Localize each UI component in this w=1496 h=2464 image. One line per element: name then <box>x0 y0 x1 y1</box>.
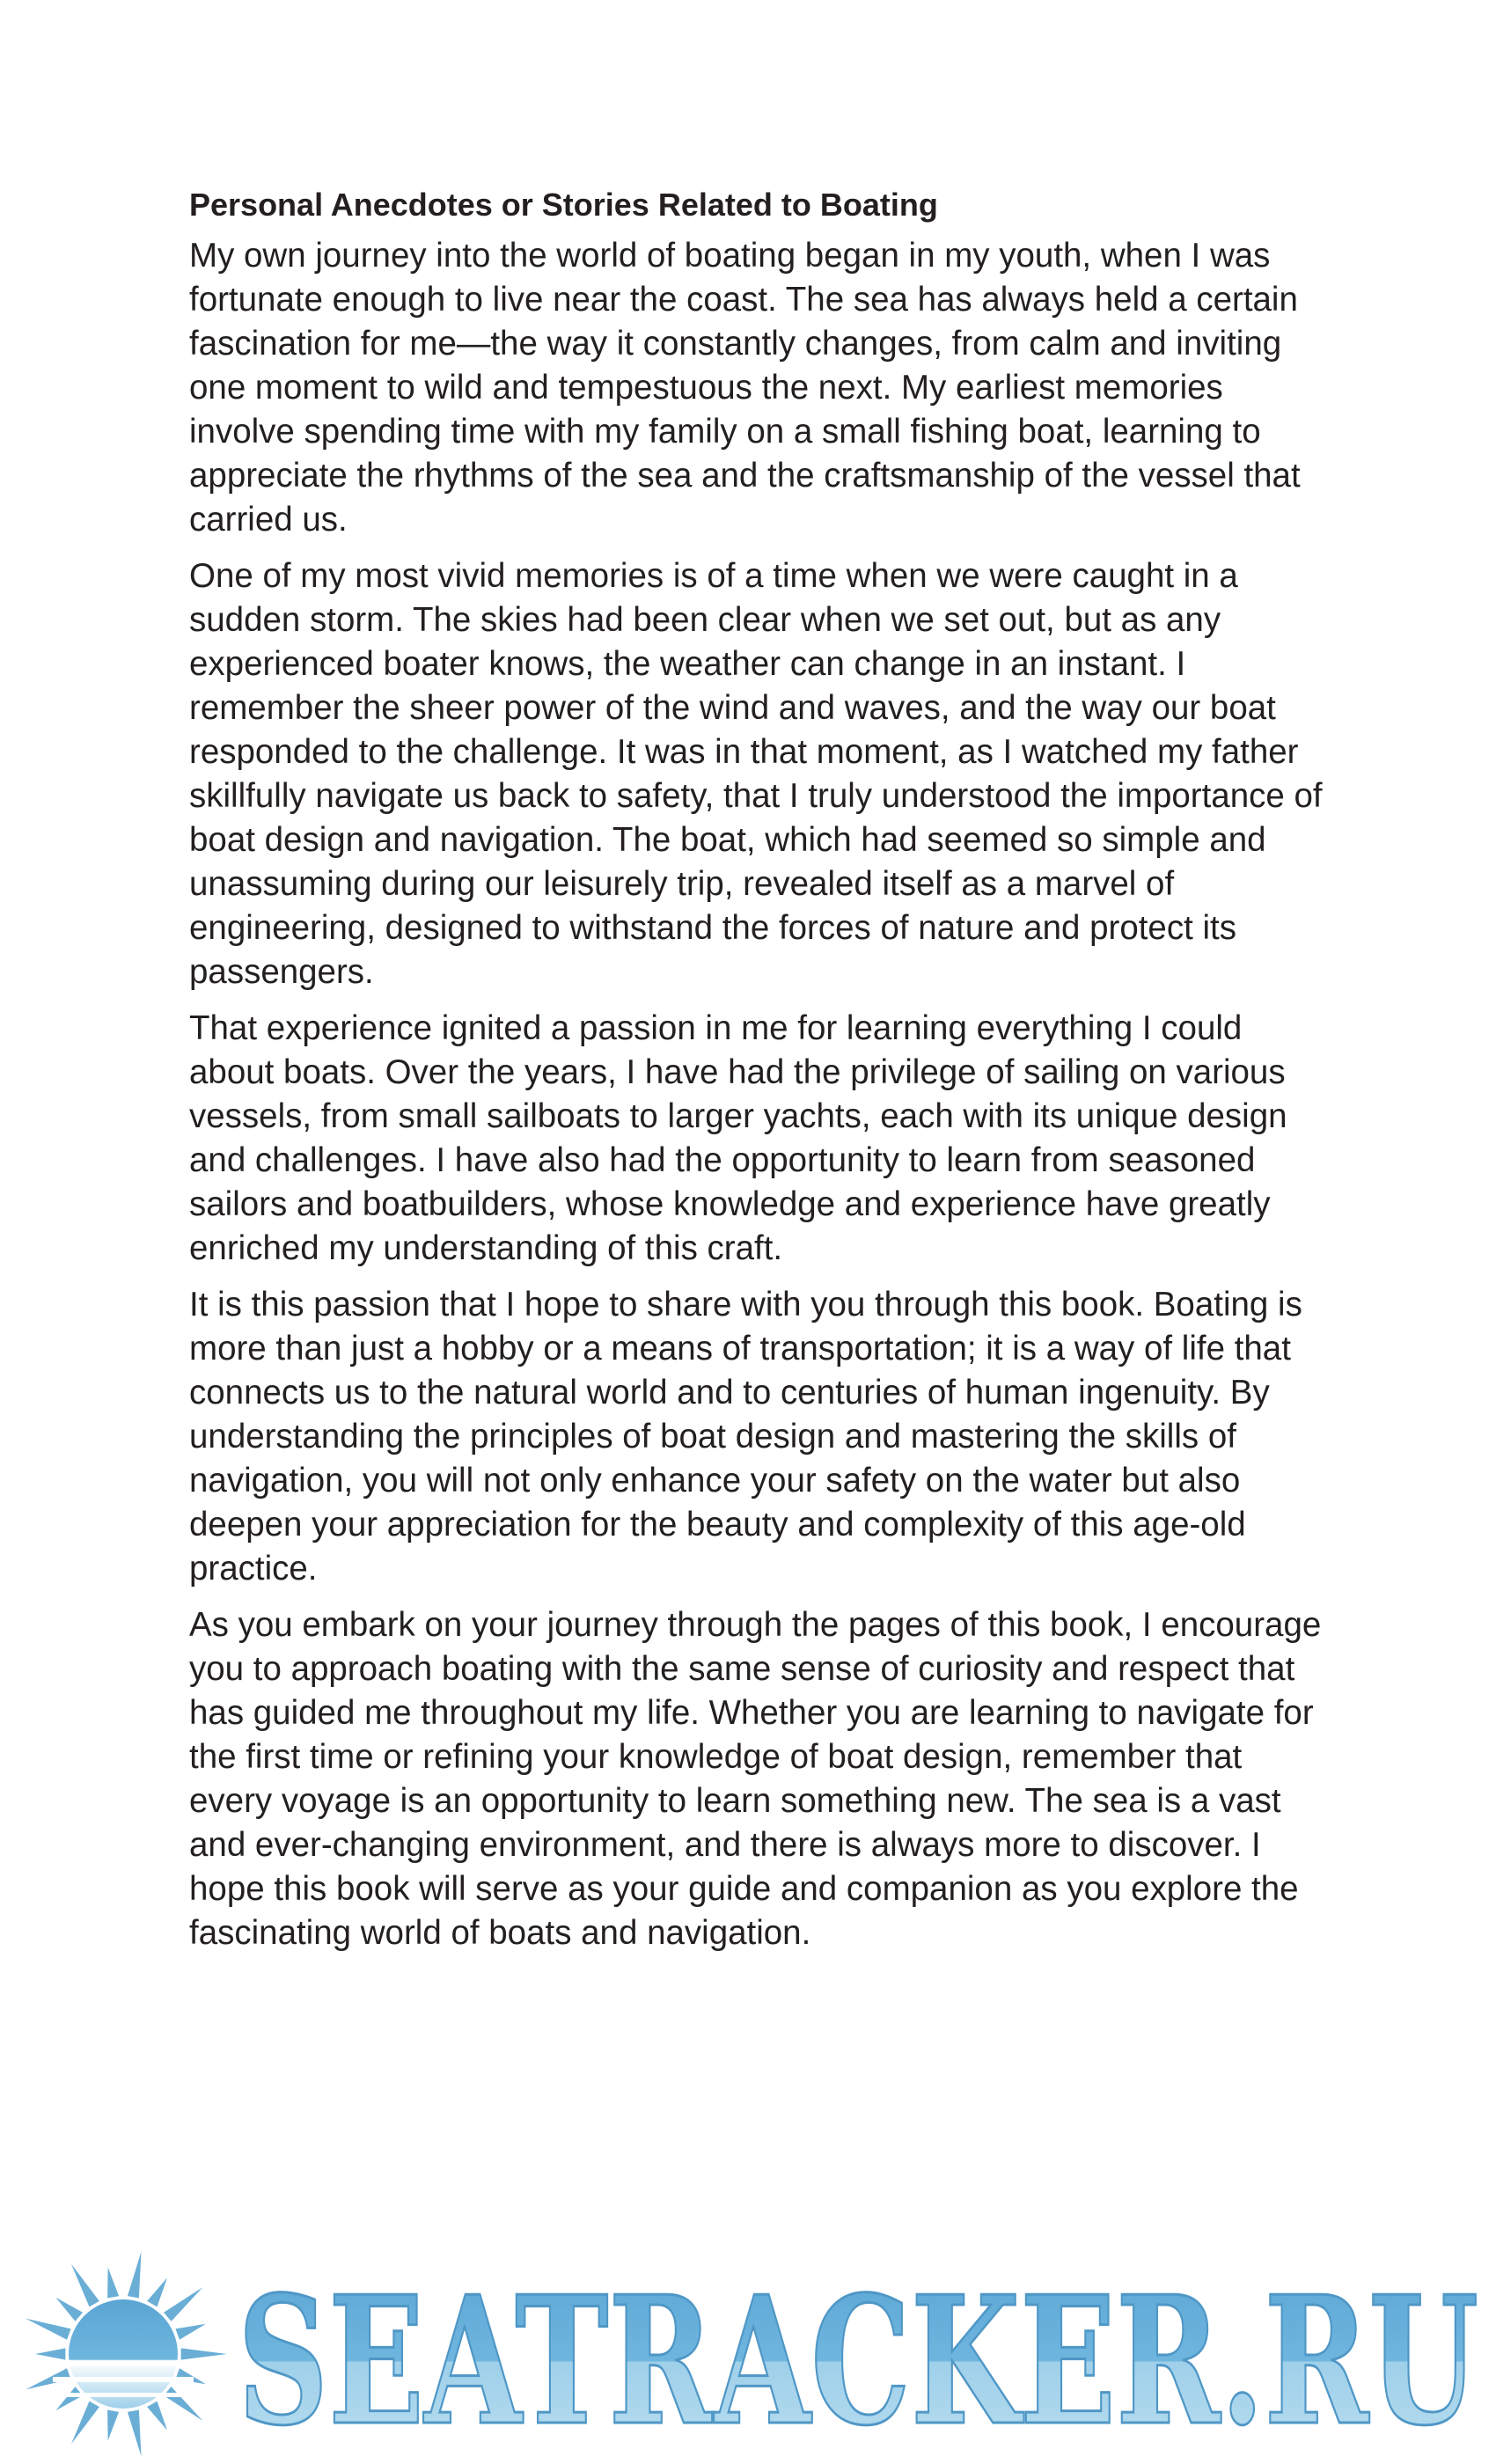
sun-ray <box>164 2387 202 2421</box>
paragraph-1: My own journey into the world of boating began in my youth, when I was fortunate enough to live near the coast. The sea has always held a certain fascination for me—the way it constantly changes, from calm and inviting one moment to wild and tempestuous the next. My earliest memories involve spending time with my family on a small fishing boat, learning to appreciate the rhythms of the sea and the craftsmanship of the vessel that carried us. <box>189 237 1301 539</box>
sun-ray <box>55 2387 83 2410</box>
sun-ray <box>181 2348 227 2359</box>
sun-ray <box>71 2402 99 2445</box>
sun-icon <box>18 2248 229 2460</box>
paragraph-5: As you embark on your journey through the pages of this book, I encourage you to approach boating with the same sense of curiosity and respect that has guided me throughout my life. Whether you are learning to navigate for the first time or refining your knowledge of boat design, remember that every voyage is an opportunity to learn something new. The sea is a vast and ever-changing environment, and there is always more to discover. I hope this book will serve as your guide and companion as you explore the fascinating world of boats and navigation. <box>189 1606 1322 1952</box>
watermark <box>0 2235 1496 2464</box>
sun-ray <box>128 2410 142 2457</box>
section-title: Personal Anecdotes or Stories Related to Boating <box>189 187 938 223</box>
page-content <box>189 183 1333 1968</box>
paragraph-2: One of my most vivid memories is of a time when we were caught in a sudden storm. The skies had been clear when we set out, but as any experienced boater knows, the weather can change in an instant. I remember the sheer power of the wind and waves, and the way our boat responded to the challenge. It was in that moment, as I watched my father skillfully navigate us back to safety, that I truly understood the importance of boat design and navigation. The boat, which had seemed so simple and unassuming during our leisurely trip, revealed itself as a marvel of engineering, designed to withstand the forces of nature and protect its passengers. <box>189 557 1323 991</box>
sun-ray <box>26 2319 70 2340</box>
sun-ray <box>35 2348 65 2359</box>
watermark-text <box>229 2242 1496 2462</box>
sun-ray <box>55 2298 83 2321</box>
sun-ray <box>128 2252 142 2299</box>
paragraph-3: That experience ignited a passion in me for learning everything I could about boats. Over the years, I have had the privilege of sailing on various vessels, from small sailboats to larger yachts, each with its unique design and challenges. I have also had the opportunity to learn from seasoned sailors and boatbuilders, whose knowledge and experience have greatly enriched my understanding of this craft. <box>189 1009 1287 1267</box>
sun-ray <box>71 2264 99 2307</box>
paragraph-4: It is this passion that I hope to share with you through this book. Boating is more than just a hobby or a means of transportation; it is a way of life that connects us to the natural world and to centuries of human ingenuity. By understanding the principles of boat design and mastering the skills of navigation, you will not only enhance your safety on the water but also deepen your appreciation for the beauty and complexity of this age-old practice. <box>189 1286 1302 1588</box>
sun-ray <box>107 2268 119 2299</box>
sun-ray <box>107 2410 119 2441</box>
sun-ray <box>147 2277 167 2306</box>
sun-ray <box>147 2402 167 2431</box>
sun-ray <box>164 2287 202 2321</box>
watermark-label: SEATRACKER.RU <box>238 2258 1478 2462</box>
sun-ray <box>175 2324 206 2340</box>
